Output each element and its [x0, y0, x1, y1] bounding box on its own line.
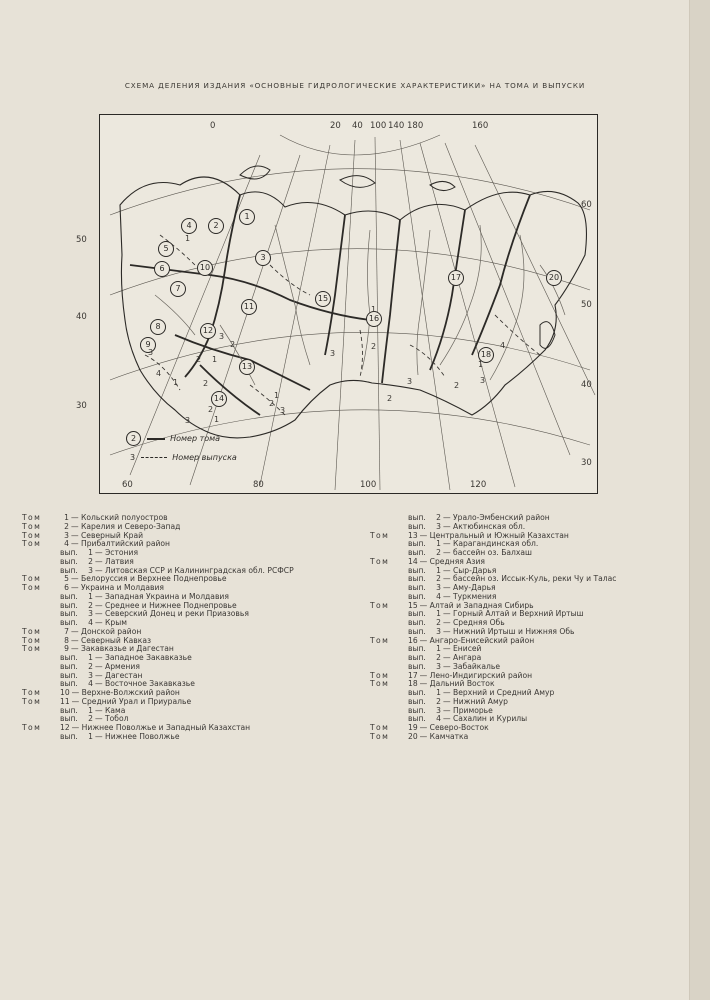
- vyp-label: 2: [196, 355, 202, 364]
- issue-prefix: вып.: [60, 591, 78, 601]
- tom-label-16: 16: [366, 311, 382, 327]
- legend-tom-text: Номер тома: [170, 434, 221, 443]
- page-edge: [689, 0, 710, 1000]
- vyp-label: 1: [214, 415, 220, 424]
- right-coord-label: 40: [581, 380, 592, 390]
- legend-vyp-text: Номер выпуска: [172, 453, 237, 462]
- tom-label-10: 10: [197, 260, 213, 276]
- issue-prefix: вып.: [60, 556, 78, 566]
- vyp-label: 2: [387, 394, 393, 403]
- tom-label-7: 7: [170, 281, 186, 297]
- volume-prefix: Том: [370, 635, 390, 645]
- entry-text: — Нижний Амур: [443, 696, 508, 706]
- entry-number: 3: [436, 626, 441, 636]
- tom-label-13: 13: [239, 359, 255, 375]
- entry-number: 1: [436, 688, 441, 697]
- entry-text: — Белоруссия и Верхнее Поднепровье: [71, 574, 227, 584]
- issue-prefix: вып.: [408, 714, 426, 724]
- volume-prefix: Том: [370, 670, 390, 680]
- vyp-label: 1: [173, 378, 179, 387]
- tom-label-11: 11: [241, 299, 257, 315]
- tom-label-3: 3: [255, 250, 271, 266]
- entry-text: — Забайкалье: [443, 661, 501, 671]
- issue-prefix: вып.: [60, 661, 78, 671]
- top-coord-label: 180: [407, 121, 424, 131]
- top-coord-label: 140: [388, 121, 405, 131]
- entry-text: — Литовская ССР и Калининградская обл. РСФСР: [95, 565, 294, 575]
- tom-label-20: 20: [546, 270, 562, 286]
- volume-prefix: Том: [370, 723, 390, 732]
- issue-prefix: вып.: [60, 653, 78, 662]
- vyp-label: 2: [230, 340, 236, 349]
- entry-number: 2: [436, 548, 441, 557]
- legend-tom-sample: 2: [126, 431, 141, 446]
- tom-label-14: 14: [211, 391, 227, 407]
- issue-entry: [22, 619, 294, 628]
- volume-prefix: Том: [22, 696, 42, 706]
- entry-number: 8: [64, 635, 69, 645]
- vyp-label: 3: [330, 349, 336, 358]
- entry-number: 1: [88, 548, 93, 557]
- vyp-label: 1: [371, 305, 377, 314]
- entry-text: — Приморье: [443, 705, 493, 715]
- top-coord-label: 40: [352, 121, 363, 131]
- entry-text: — Сахалин и Курилы: [443, 714, 528, 724]
- volume-prefix: Том: [22, 539, 42, 549]
- volume-prefix: Том: [22, 574, 42, 584]
- entry-number: 4: [88, 618, 93, 627]
- entry-text: — бассейн оз. Иссык-Куль, реки Чу и Талас: [443, 574, 617, 584]
- volume-prefix: Том: [22, 513, 42, 522]
- tom-label-1: 1: [239, 209, 255, 225]
- issue-prefix: вып.: [60, 600, 78, 610]
- entry-text: — Дальний Восток: [419, 679, 495, 689]
- entry-text: — Северо-Восток: [419, 723, 489, 732]
- entry-number: 13: [408, 530, 418, 540]
- right-coord-label: 50: [581, 300, 592, 310]
- vyp-label: 3: [219, 332, 225, 341]
- vyp-label: 2: [208, 405, 214, 414]
- entry-number: 14: [408, 556, 418, 566]
- volume-entry: [370, 724, 616, 733]
- entry-number: 1: [64, 513, 69, 522]
- entry-text: — Алтай и Западная Сибирь: [419, 600, 534, 610]
- issue-prefix: вып.: [408, 696, 426, 706]
- entry-text: — Горный Алтай и Верхний Иртыш: [443, 609, 584, 619]
- entry-text: — Ангаро-Енисейский район: [419, 635, 535, 645]
- issue-entry: [370, 698, 616, 707]
- vyp-label: 3: [148, 348, 154, 357]
- vyp-label: 2: [371, 342, 377, 351]
- volume-prefix: Том: [22, 688, 42, 697]
- entry-number: 2: [64, 521, 69, 531]
- entry-number: 20: [408, 731, 418, 741]
- entry-number: 1: [88, 653, 93, 662]
- entry-text: — Сыр-Дарья: [443, 565, 497, 575]
- tom-label-4: 4: [181, 218, 197, 234]
- vyp-label: 1: [185, 234, 191, 243]
- vyp-label: 3: [280, 406, 286, 415]
- entry-text: — Западное Закавказье: [95, 653, 192, 662]
- bottom-coord-label: 100: [360, 480, 377, 490]
- issue-prefix: вып.: [408, 644, 426, 654]
- vyp-label: 1: [274, 391, 280, 400]
- left-coord-label: 40: [76, 312, 87, 322]
- tom-label-5: 5: [158, 241, 174, 257]
- volume-prefix: Том: [370, 731, 390, 741]
- volume-entry: [22, 523, 294, 532]
- issue-prefix: вып.: [408, 539, 426, 549]
- entry-number: 3: [436, 661, 441, 671]
- volume-prefix: Том: [370, 530, 390, 540]
- volume-prefix: Том: [22, 530, 42, 540]
- entry-text: — Крым: [95, 618, 127, 627]
- volume-prefix: Том: [22, 723, 42, 732]
- issue-entry: [22, 733, 294, 742]
- issue-prefix: вып.: [60, 618, 78, 627]
- tom-label-12: 12: [200, 323, 216, 339]
- volume-prefix: Том: [22, 626, 42, 636]
- issue-prefix: вып.: [60, 548, 78, 557]
- bottom-coord-label: 60: [122, 480, 133, 490]
- entry-number: 5: [64, 574, 69, 584]
- issue-prefix: вып.: [60, 714, 78, 724]
- entry-text: — Кама: [95, 705, 126, 715]
- vyp-label: 3: [407, 377, 413, 386]
- right-coord-label: 30: [581, 458, 592, 468]
- entry-number: 3: [88, 609, 93, 619]
- entry-number: 6: [64, 583, 69, 592]
- entry-text: — Туркмения: [443, 591, 497, 601]
- volume-entry: [370, 637, 616, 646]
- top-coord-label: 100: [370, 121, 387, 131]
- entry-text: — Эстония: [95, 548, 139, 557]
- legend-vyp-sample: 3: [130, 453, 136, 462]
- entry-text: — Нижнее Поволжье: [95, 731, 180, 741]
- issue-prefix: вып.: [60, 705, 78, 715]
- volume-prefix: Том: [22, 583, 42, 592]
- entry-text: — Северный Кавказ: [71, 635, 152, 645]
- entry-text: — Северский Донец и реки Приазовья: [95, 609, 249, 619]
- entry-text: — Среднее и Нижнее Поднепровье: [95, 600, 237, 610]
- entry-number: 2: [436, 696, 441, 706]
- vyp-label: 3: [480, 376, 486, 385]
- entry-number: 15: [408, 600, 418, 610]
- bottom-coord-label: 80: [253, 480, 264, 490]
- entry-number: 2: [436, 618, 441, 627]
- entry-text: — Средняя Азия: [419, 556, 485, 566]
- issue-prefix: вып.: [60, 670, 78, 680]
- top-coord-label: 0: [210, 121, 216, 131]
- entry-number: 4: [64, 539, 69, 549]
- vyp-label: 4: [500, 341, 506, 350]
- entry-number: 3: [88, 565, 93, 575]
- issue-prefix: вып.: [408, 626, 426, 636]
- entry-number: 17: [408, 670, 418, 680]
- entry-text: — Украина и Молдавия: [71, 583, 164, 592]
- issue-prefix: вып.: [60, 609, 78, 619]
- tom-label-9: 9: [140, 337, 156, 353]
- entry-number: 1: [436, 609, 441, 619]
- vyp-label: 1: [212, 355, 218, 364]
- vyp-label: 2: [454, 381, 460, 390]
- entry-number: 3: [436, 521, 441, 531]
- issue-prefix: вып.: [408, 583, 426, 592]
- entry-text: — Кольский полуостров: [71, 513, 168, 522]
- page-heading: СХЕМА ДЕЛЕНИЯ ИЗДАНИЯ «ОСНОВНЫЕ ГИДРОЛОГИЧЕСКИЕ ХАРАКТЕРИСТИКИ» НА ТОМА И ВЫПУСКИ: [124, 81, 586, 90]
- entry-number: 2: [436, 653, 441, 662]
- issue-prefix: вып.: [408, 591, 426, 601]
- entry-number: 1: [88, 731, 93, 741]
- entry-text: — Западная Украина и Молдавия: [95, 591, 229, 601]
- entry-text: — Нижний Иртыш и Нижняя Обь: [443, 626, 575, 636]
- volume-prefix: Том: [22, 644, 42, 654]
- entry-text: — Средняя Обь: [443, 618, 505, 627]
- entry-number: 11: [60, 696, 70, 706]
- issue-prefix: вып.: [408, 661, 426, 671]
- entry-number: 4: [436, 714, 441, 724]
- tom-label-18: 18: [478, 347, 494, 363]
- entry-text: — Тобол: [95, 714, 129, 724]
- entry-number: 1: [436, 539, 441, 549]
- coastline: [120, 177, 586, 438]
- entry-text: — Енисей: [443, 644, 482, 654]
- entry-text: — Ангара: [443, 653, 482, 662]
- issue-prefix: вып.: [60, 731, 78, 741]
- entry-number: 1: [88, 705, 93, 715]
- issue-prefix: вып.: [408, 548, 426, 557]
- entry-number: 2: [88, 661, 93, 671]
- entry-text: — Северный Край: [71, 530, 144, 540]
- entry-text: — бассейн оз. Балхаш: [443, 548, 533, 557]
- entry-text: — Актюбинская обл.: [443, 521, 526, 531]
- entry-number: 4: [88, 679, 93, 689]
- entry-text: — Закавказье и Дагестан: [71, 644, 174, 654]
- entry-number: 2: [436, 513, 441, 522]
- entry-number: 2: [88, 714, 93, 724]
- entry-text: — Восточное Закавказье: [95, 679, 195, 689]
- vyp-label: 4: [156, 369, 162, 378]
- issue-entry: [370, 549, 616, 558]
- entry-number: 16: [408, 635, 418, 645]
- issue-entry: [370, 715, 616, 724]
- entry-number: 3: [436, 583, 441, 592]
- volume-prefix: Том: [22, 521, 42, 531]
- map-frame: [76, 114, 598, 494]
- legend-tom-line: [147, 438, 165, 440]
- volume-list-right: [370, 514, 616, 742]
- entry-text: — Аму-Дарья: [443, 583, 496, 592]
- entry-number: 10: [60, 688, 70, 697]
- volume-prefix: Том: [22, 635, 42, 645]
- entry-number: 2: [88, 600, 93, 610]
- volume-prefix: Том: [370, 600, 390, 610]
- issue-prefix: вып.: [408, 705, 426, 715]
- entry-text: — Лено-Индигирский район: [419, 670, 533, 680]
- volume-prefix: Том: [370, 556, 390, 566]
- entry-number: 1: [436, 644, 441, 654]
- issue-entry: [370, 645, 616, 654]
- right-coord-label: 60: [581, 200, 592, 210]
- entry-text: — Урало-Эмбенский район: [443, 513, 550, 522]
- issue-prefix: вып.: [408, 618, 426, 627]
- entry-number: 2: [436, 574, 441, 584]
- entry-number: 1: [88, 591, 93, 601]
- issue-prefix: вып.: [408, 513, 426, 522]
- tom-label-15: 15: [315, 291, 331, 307]
- legend-vyp-line: [141, 457, 167, 458]
- issue-prefix: вып.: [408, 521, 426, 531]
- issue-prefix: вып.: [60, 565, 78, 575]
- entry-number: 1: [436, 565, 441, 575]
- entry-number: 3: [88, 670, 93, 680]
- volume-list-left: [22, 514, 294, 742]
- entry-number: 18: [408, 679, 418, 689]
- entry-text: — Донской район: [71, 626, 142, 636]
- entry-number: 4: [436, 591, 441, 601]
- entry-text: — Армения: [95, 661, 140, 671]
- entry-text: — Латвия: [95, 556, 134, 566]
- issue-prefix: вып.: [60, 679, 78, 689]
- entry-text: — Прибалтийский район: [71, 539, 171, 549]
- entry-text: — Нижнее Поволжье и Западный Казахстан: [71, 723, 251, 732]
- entry-text: — Карагандинская обл.: [443, 539, 539, 549]
- entry-number: 2: [88, 556, 93, 566]
- vyp-label: 2: [203, 379, 209, 388]
- issue-prefix: вып.: [408, 609, 426, 619]
- left-coord-label: 30: [76, 401, 87, 411]
- legend-tom-row: [126, 431, 220, 446]
- entry-text: — Верхний и Средний Амур: [443, 688, 555, 697]
- entry-text: — Средний Урал и Приуралье: [71, 696, 192, 706]
- entry-text: — Верхне-Волжский район: [71, 688, 180, 697]
- entry-number: 7: [64, 626, 69, 636]
- entry-number: 3: [64, 530, 69, 540]
- entry-text: — Карелия и Северо-Запад: [71, 521, 181, 531]
- entry-text: — Центральный и Южный Казахстан: [419, 530, 569, 540]
- entry-number: 19: [408, 723, 418, 732]
- issue-prefix: вып.: [408, 565, 426, 575]
- top-coord-label: 160: [472, 121, 489, 131]
- vyp-label: 3: [185, 416, 191, 425]
- entry-number: 9: [64, 644, 69, 654]
- tom-label-2: 2: [208, 218, 224, 234]
- top-coord-label: 20: [330, 121, 341, 131]
- entry-number: 3: [436, 705, 441, 715]
- vyp-label: 2: [269, 399, 275, 408]
- legend-vyp-row: [130, 453, 237, 462]
- entry-text: — Камчатка: [419, 731, 469, 741]
- entry-number: 12: [60, 723, 70, 732]
- entry-text: — Дагестан: [95, 670, 143, 680]
- volume-prefix: Том: [370, 679, 390, 689]
- bottom-coord-label: 120: [470, 480, 487, 490]
- vyp-label: 1: [478, 360, 484, 369]
- issue-prefix: вып.: [408, 688, 426, 697]
- volume-entry: [22, 628, 294, 637]
- volume-entry: [370, 733, 616, 742]
- left-coord-label: 50: [76, 235, 87, 245]
- tom-label-8: 8: [150, 319, 166, 335]
- issue-prefix: вып.: [408, 653, 426, 662]
- tom-label-17: 17: [448, 270, 464, 286]
- issue-prefix: вып.: [408, 574, 426, 584]
- tom-label-6: 6: [154, 261, 170, 277]
